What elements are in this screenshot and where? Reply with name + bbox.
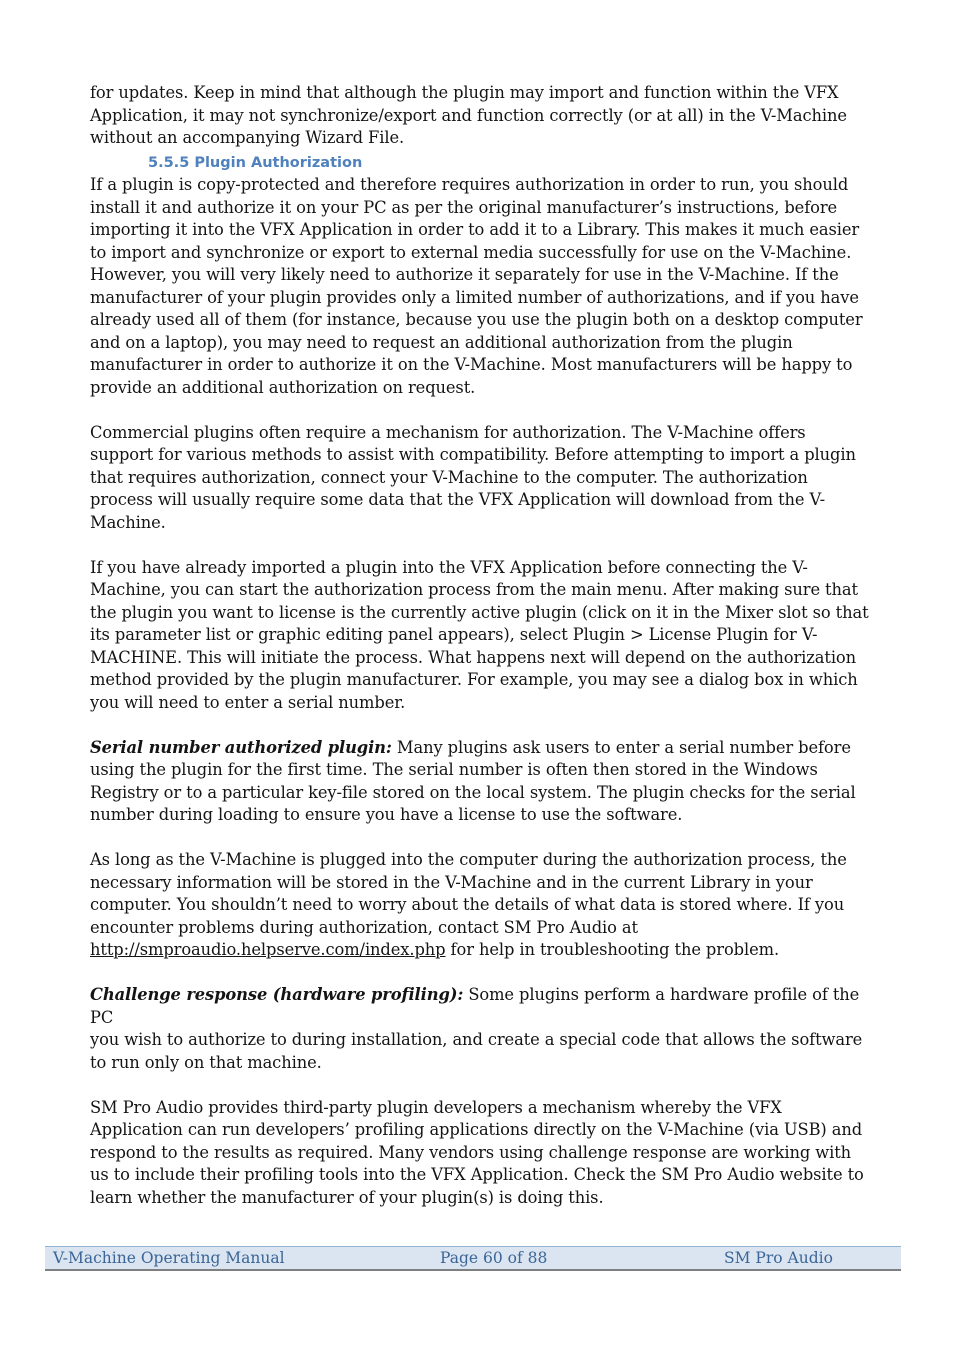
footer-page-number: Page 60 of 88 [440,1249,548,1267]
footer-manual-title: V-Machine Operating Manual [53,1249,285,1267]
support-link[interactable]: http://smproaudio.helpserve.com/index.php [90,940,446,959]
paragraph-commercial-plugins: Commercial plugins often require a mechanism for authorization. The V-Machine offers support for various methods to assist with compatibility. Before attempting to import a plugin that requires authorization, connect your V-Machine to the computer. The authorization process will usually require some data that the VFX Application will download from the V- Machine. [90,422,856,532]
plugged-in-after: for help in troubleshooting the problem. [445,940,780,959]
section-heading: 5.5.5 Plugin Authorization [148,154,363,171]
serial-number-lead: Serial number authorized plugin: [90,737,392,757]
page-body [90,82,880,1209]
intro-paragraph: for updates. Keep in mind that although the plugin may import and function within the VFX Application, it may not synchronize/export and function correctly (or at all) in the V-Machine without an accompanying Wizard File. [90,83,847,147]
serial-number-text: Many plugins ask users to enter a serial number before using the plugin for the first time. The serial number is often then stored in the Windows Registry or to a particular key-file stored on the local system. The plugin checks for the serial number during loading to ensure you have a license to use the software. [90,737,856,824]
paragraph-copy-protected: If a plugin is copy-protected and therefore requires authorization in order to run, you should install it and authorize it on your PC as per the original manufacturer’s instructions, before importing it into the VFX Application in order to add it to a Library. This makes it much easier to import and synchronize or export to external media successfully for use on the V-Machine. However, you will very likely need to authorize it separately for use in the V-Machine. If the manufacturer of your plugin provides only a limited number of authorizations, and if you have already used all of them (for instance, because you use the plugin both on a desktop computer and on a laptop), you may need to request an additional authorization from the plugin manufacturer in order to authorize it on the V-Machine. Most manufacturers will be happy to provide an additional authorization on request. [90,175,863,397]
challenge-response-lead: Challenge response (hardware profiling): [90,985,464,1004]
paragraph-plugged-in [90,849,880,962]
paragraph-serial-number [90,737,880,827]
paragraph-already-imported: If you have already imported a plugin into the VFX Application before connecting the V- Machine, you can start the authorization process from the main menu. After making sure that the plugin you want to license is the currently active plugin (click on it in the Mixer slot so that its parameter list or graphic editing panel appears), select Plugin > License Plugin for V- MACHINE. This will initiate the process. What happens next will depend on the authorization method provided by the plugin manufacturer. For example, you may see a dialog box in which you will need to enter a serial number. [90,557,869,712]
paragraph-profiling: SM Pro Audio provides third-party plugin developers a mechanism whereby the VFX Application can run developers’ profiling applications directly on the V-Machine (via USB) and respond to the results as required. Many vendors using challenge response are working with us to include their profiling tools into the VFX Application. Check the SM Pro Audio website to learn whether the manufacturer of your plugin(s) is doing this. [90,1097,864,1207]
plugged-in-text: As long as the V-Machine is plugged into the computer during the authorization process, the necessary information will be stored in the V-Machine and in the current Library in your computer. You shouldn’t need to worry about the details of what data is stored where. If you encounter problems during authorization, contact SM Pro Audio at [90,850,847,937]
footer-company: SM Pro Audio [724,1249,833,1267]
page-footer [45,1246,901,1271]
challenge-response-text: Some plugins perform a hardware profile of the PC you wish to authorize to during installation, and create a special code that allows the software to run only on that machine. [90,985,863,1072]
paragraph-challenge-response [90,984,880,1074]
